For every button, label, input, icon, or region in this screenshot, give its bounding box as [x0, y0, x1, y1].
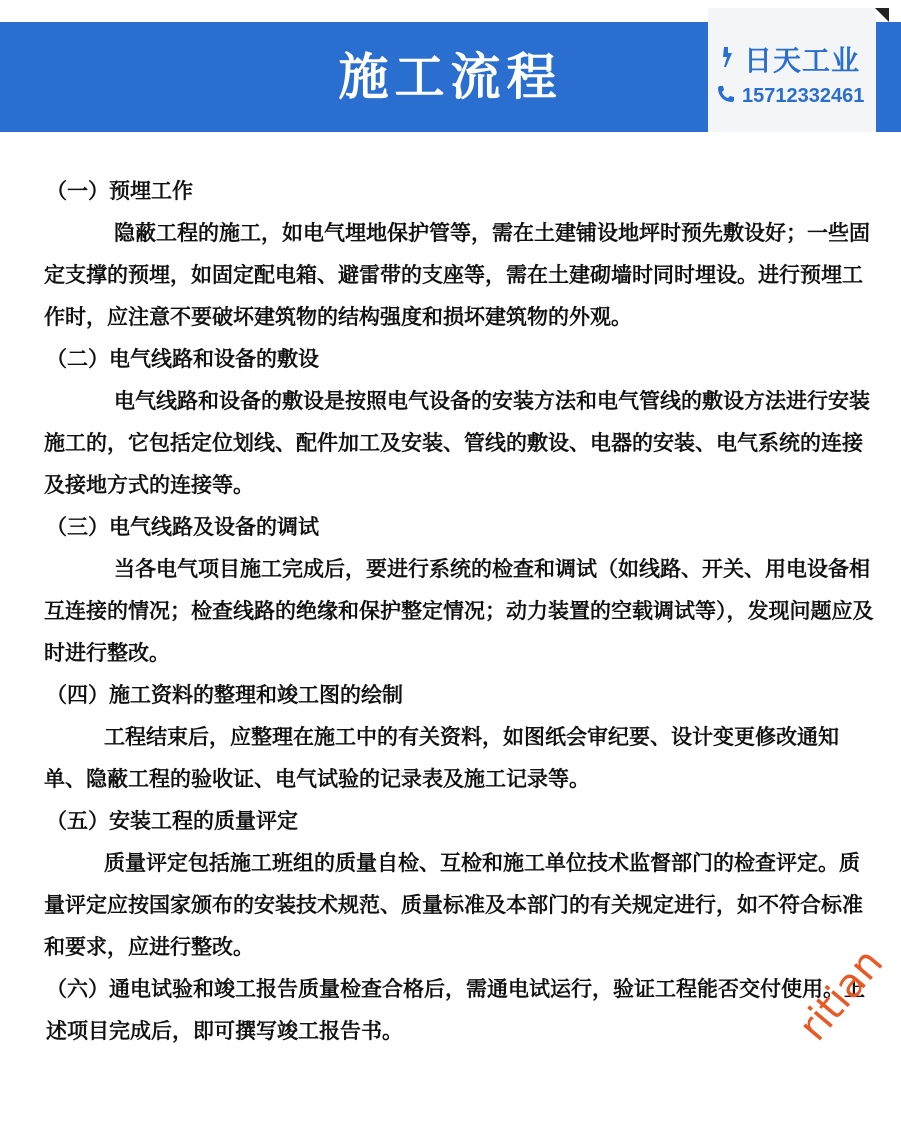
section-heading: （二）电气线路和设备的敷设 [46, 347, 319, 371]
section-body: 电气线路和设备的敷设是按照电气设备的安装方法和电气管线的敷设方法进行安装施工的，它包括定位划线、配件加工及安装、管线的敷设、电器的安装、电气系统的连接及接地方式的连接等。 [44, 389, 870, 497]
watermark: ritian [790, 940, 893, 1050]
section-body: 工程结束后，应整理在施工中的有关资料，如图纸会审纪要、设计变更修改通知单、隐蔽工程的验收证、电气试验的记录表及施工记录等。 [44, 725, 839, 791]
brand-name-row [718, 42, 860, 76]
section-heading: （五）安装工程的质量评定 [46, 809, 298, 833]
document-body [44, 170, 874, 1052]
section-body: 隐蔽工程的施工，如电气埋地保护管等，需在土建铺设地坪时预先敷设好；一些固定支撑的预埋，如固定配电箱、避雷带的支座等，需在土建砌墙时同时埋设。进行预埋工作时，应注意不要破坏建筑物的结构强度和损坏建筑物的外观。 [44, 221, 870, 329]
wrench-icon [718, 45, 738, 73]
brand-name: 日天工业 [744, 44, 861, 77]
brand-phone-row [716, 82, 864, 110]
section-heading: （一）预埋工作 [46, 179, 193, 203]
brand-phone: 15712332461 [742, 84, 865, 107]
closing-paragraph: （六）通电试验和竣工报告质量检查合格后，需通电试运行，验证工程能否交付使用。上述项目完成后，即可撰写竣工报告书。 [46, 977, 865, 1043]
section-body: 质量评定包括施工班组的质量自检、互检和施工单位技术监督部门的检查评定。质量评定应按国家颁布的安装技术规范、质量标准及本部门的有关规定进行，如不符合标准和要求，应进行整改。 [44, 851, 863, 959]
brand-card [708, 8, 876, 132]
section-body: 当各电气项目施工完成后，要进行系统的检查和调试（如线路、开关、用电设备相互连接的情况；检查线路的绝缘和保护整定情况；动力装置的空载调试等），发现问题应及时进行整改。 [44, 557, 874, 665]
corner-fold-icon [875, 8, 889, 22]
page-title: 施工流程 [338, 48, 563, 106]
phone-icon [716, 84, 736, 108]
section-heading: （四）施工资料的整理和竣工图的绘制 [46, 683, 403, 707]
section-heading: （三）电气线路及设备的调试 [46, 515, 319, 539]
